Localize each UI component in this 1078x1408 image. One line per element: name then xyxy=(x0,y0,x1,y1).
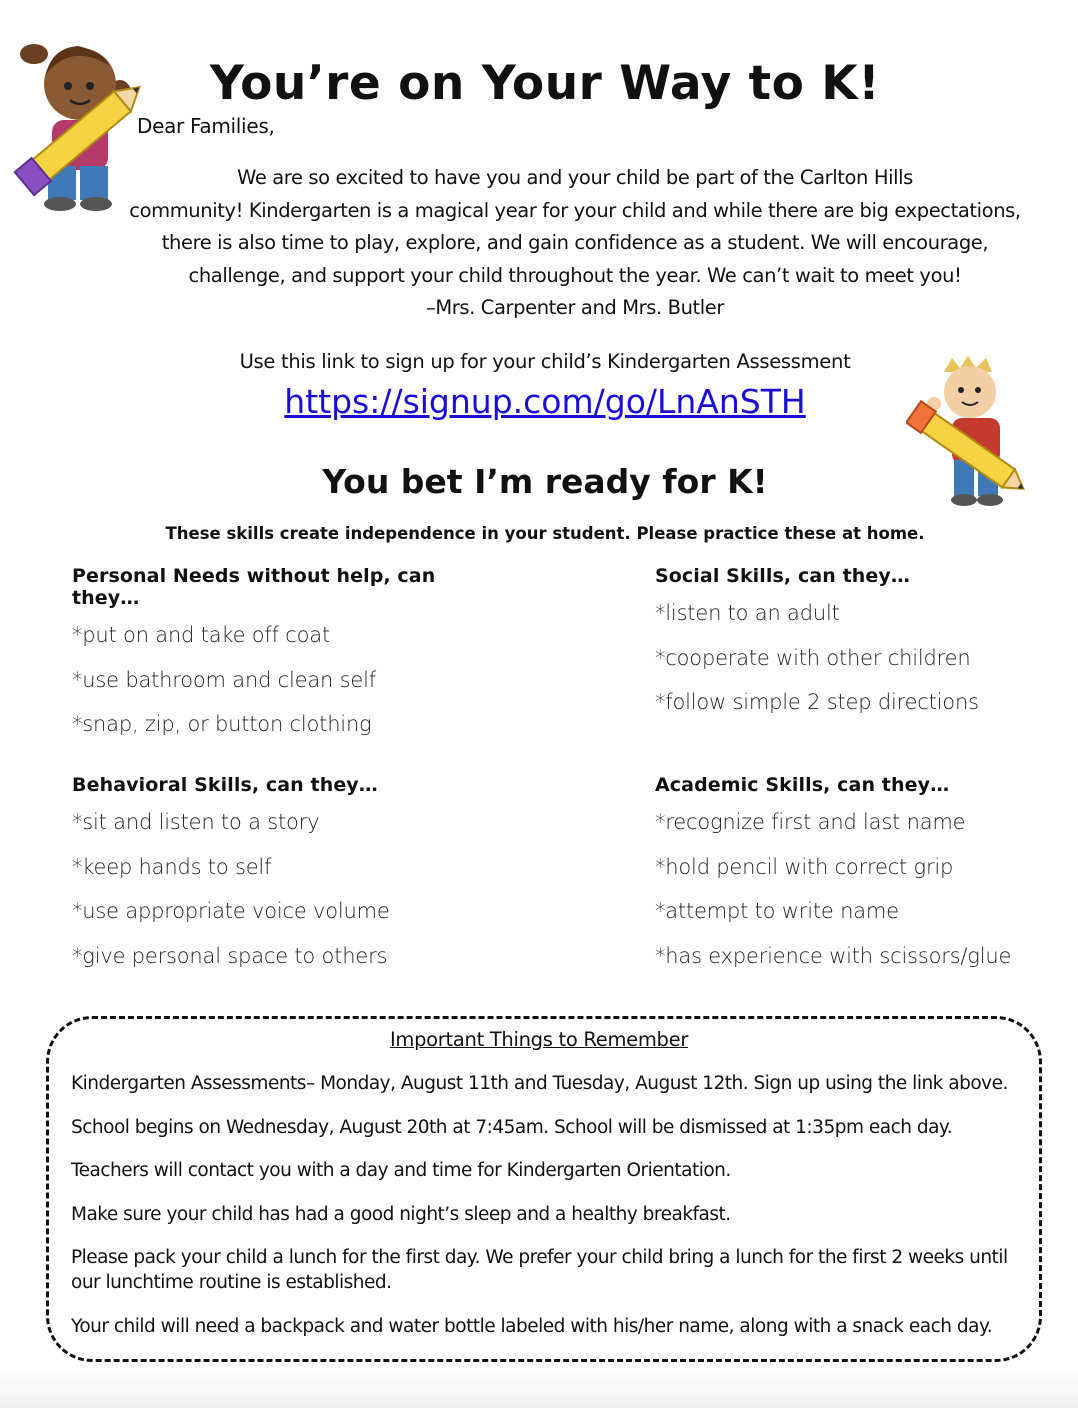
behavioral-skills-section xyxy=(72,774,492,987)
skill-item: *follow simple 2 step directions xyxy=(655,690,979,714)
remember-item: Your child will need a backpack and water bottle labeled with his/her name, along with a snack each day. xyxy=(71,1316,993,1337)
letter-signature: –Mrs. Carpenter and Mrs. Butler xyxy=(425,296,725,319)
letter-line: We are so excited to have you and your child be part of the Carlton Hills xyxy=(237,166,913,189)
remember-item: Please pack your child a lunch for the first day. We prefer your child bring a lunch for the first 2 weeks until our lunchtime routine is established. xyxy=(71,1247,1008,1293)
skill-item: *has experience with scissors/glue xyxy=(655,943,1012,968)
boy-with-pencil-icon xyxy=(906,354,1042,516)
skill-item: *sit and listen to a story xyxy=(72,810,320,834)
remember-title: Important Things to Remember xyxy=(389,1028,689,1051)
page-bottom-shadow xyxy=(0,1368,1078,1408)
signup-link[interactable]: https://signup.com/go/LnAnSTH xyxy=(284,382,806,421)
skill-item: *recognize first and last name xyxy=(655,810,966,834)
skill-item: *keep hands to self xyxy=(72,854,272,879)
remember-item: Teachers will contact you with a day and time for Kindergarten Orientation. xyxy=(71,1160,731,1181)
greeting: Dear Families, xyxy=(137,114,275,138)
personal-needs-section xyxy=(72,565,492,756)
section-heading: Personal Needs without help, can they… xyxy=(72,565,436,609)
social-skills-section xyxy=(655,565,1075,734)
skill-item: *listen to an adult xyxy=(655,601,840,625)
section-heading: Social Skills, can they… xyxy=(655,565,910,587)
section-heading: Academic Skills, can they… xyxy=(655,774,950,796)
skill-item: *give personal space to others xyxy=(72,943,388,968)
academic-skills-section xyxy=(655,774,1075,987)
skill-item: *attempt to write name xyxy=(655,899,899,923)
remember-item: Kindergarten Assessments– Monday, August 11th and Tuesday, August 12th. Sign up using the link above. xyxy=(71,1073,1008,1094)
section-heading: Behavioral Skills, can they… xyxy=(72,774,378,796)
skill-item: *snap, zip, or button clothing xyxy=(72,712,372,736)
ready-title: You bet I’m ready for K! xyxy=(322,462,768,501)
skill-item: *use bathroom and clean self xyxy=(72,667,376,692)
letter-line: community! Kindergarten is a magical year for your child and while there are big expectations, xyxy=(129,198,1021,222)
skill-item: *cooperate with other children xyxy=(655,645,971,670)
remember-list xyxy=(71,1071,1021,1358)
letter-line: there is also time to play, explore, and gain confidence as a student. We will encourage, xyxy=(161,231,989,254)
skill-item: *use appropriate voice volume xyxy=(72,899,390,923)
welcome-letter xyxy=(120,162,1030,325)
page-title: You’re on Your Way to K! xyxy=(209,56,881,111)
skill-item: *put on and take off coat xyxy=(72,623,330,647)
skill-item: *hold pencil with correct grip xyxy=(655,854,954,879)
remember-item: Make sure your child has had a good night’s sleep and a healthy breakfast. xyxy=(71,1203,731,1225)
signup-instruction: Use this link to sign up for your child’s Kindergarten Assessment xyxy=(239,350,851,373)
letter-line: challenge, and support your child throughout the year. We can’t wait to meet you! xyxy=(188,263,962,287)
remember-item: School begins on Wednesday, August 20th at 7:45am. School will be dismissed at 1:35pm each day. xyxy=(71,1116,953,1138)
practice-note: These skills create independence in your student. Please practice these at home. xyxy=(165,524,925,543)
